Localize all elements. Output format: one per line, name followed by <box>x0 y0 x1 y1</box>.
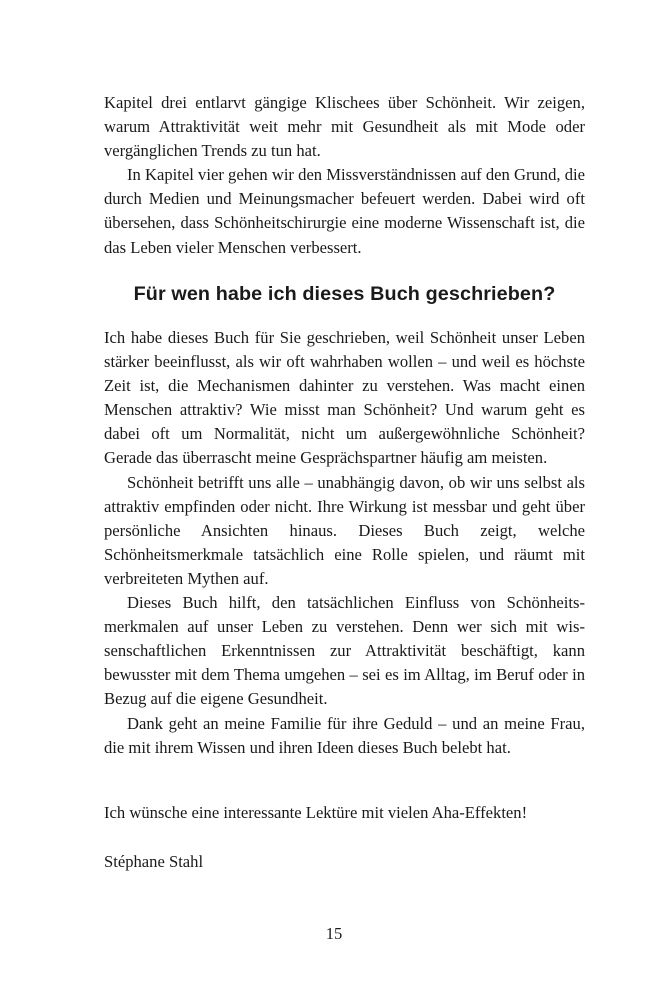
author-signature: Stéphane Stahl <box>104 852 204 871</box>
paragraph-book-helps: Dieses Buch hilft, den tatsächlichen Einfluss von Schönheitsmerkmalen auf unser Leben zu verstehen. Denn wer sich mit wissenschaftlichen Erkenntnissen zur Attraktivität beschäftigt, kann bewusster mit dem Thema umgehen – sei es im Alltag, im Beruf oder in Bezug auf die eigene Gesundheit. <box>104 593 585 709</box>
paragraph-audience: Ich habe dieses Buch für Sie geschrieben, weil Schönheit unser Leben stärker beeinflusst, als wir oft wahrhaben wollen – und weil es höchste Zeit ist, die Mechanismen dahinter zu verstehen. Was macht einen Menschen attraktiv? Wie misst man Schönheit? Und warum geht es dabei oft um Normalität, nicht um außergewöhnliche Schönheit? Gerade das überrascht meine Gesprächspartner häufig am meisten. <box>104 328 585 468</box>
paragraph-chapter-three: Kapitel drei entlarvt gängige Klischees über Schönheit. Wir zeigen, warum Attraktivität weit mehr mit Gesundheit als mit Mode oder vergänglichen Trends zu tun hat. <box>104 93 585 161</box>
main-text-block <box>104 326 585 760</box>
intro-text-block <box>104 91 585 260</box>
page-number: 15 <box>325 924 343 943</box>
closing-line: Ich wünsche eine interessante Lektüre mit vielen Aha-Effekten! <box>104 803 528 822</box>
paragraph-chapter-four: In Kapitel vier gehen wir den Missverständnissen auf den Grund, die durch Medien und Meinungsmacher befeuert werden. Dabei wird oft übersehen, dass Schönheitschirurgie eine moderne Wissenschaft ist, die das Leben vieler Menschen verbessert. <box>104 165 585 257</box>
paragraph-beauty-affects-all: Schönheit betrifft uns alle – unabhängig davon, ob wir uns selbst als attraktiv empfinden oder nicht. Ihre Wirkung ist messbar und geht über persönliche Ansichten hinaus. Dieses Buch zeigt, welche Schönheitsmerkmale tatsächlich eine Rolle spielen, und räumt mit verbreiteten Mythen auf. <box>104 472 585 588</box>
paragraph-acknowledgement: Dank geht an meine Familie für ihre Geduld – und an meine Frau, die mit ihrem Wissen und ihren Ideen dieses Buch belebt hat. <box>104 713 585 757</box>
section-heading: Für wen habe ich dieses Buch geschrieben? <box>133 283 556 305</box>
